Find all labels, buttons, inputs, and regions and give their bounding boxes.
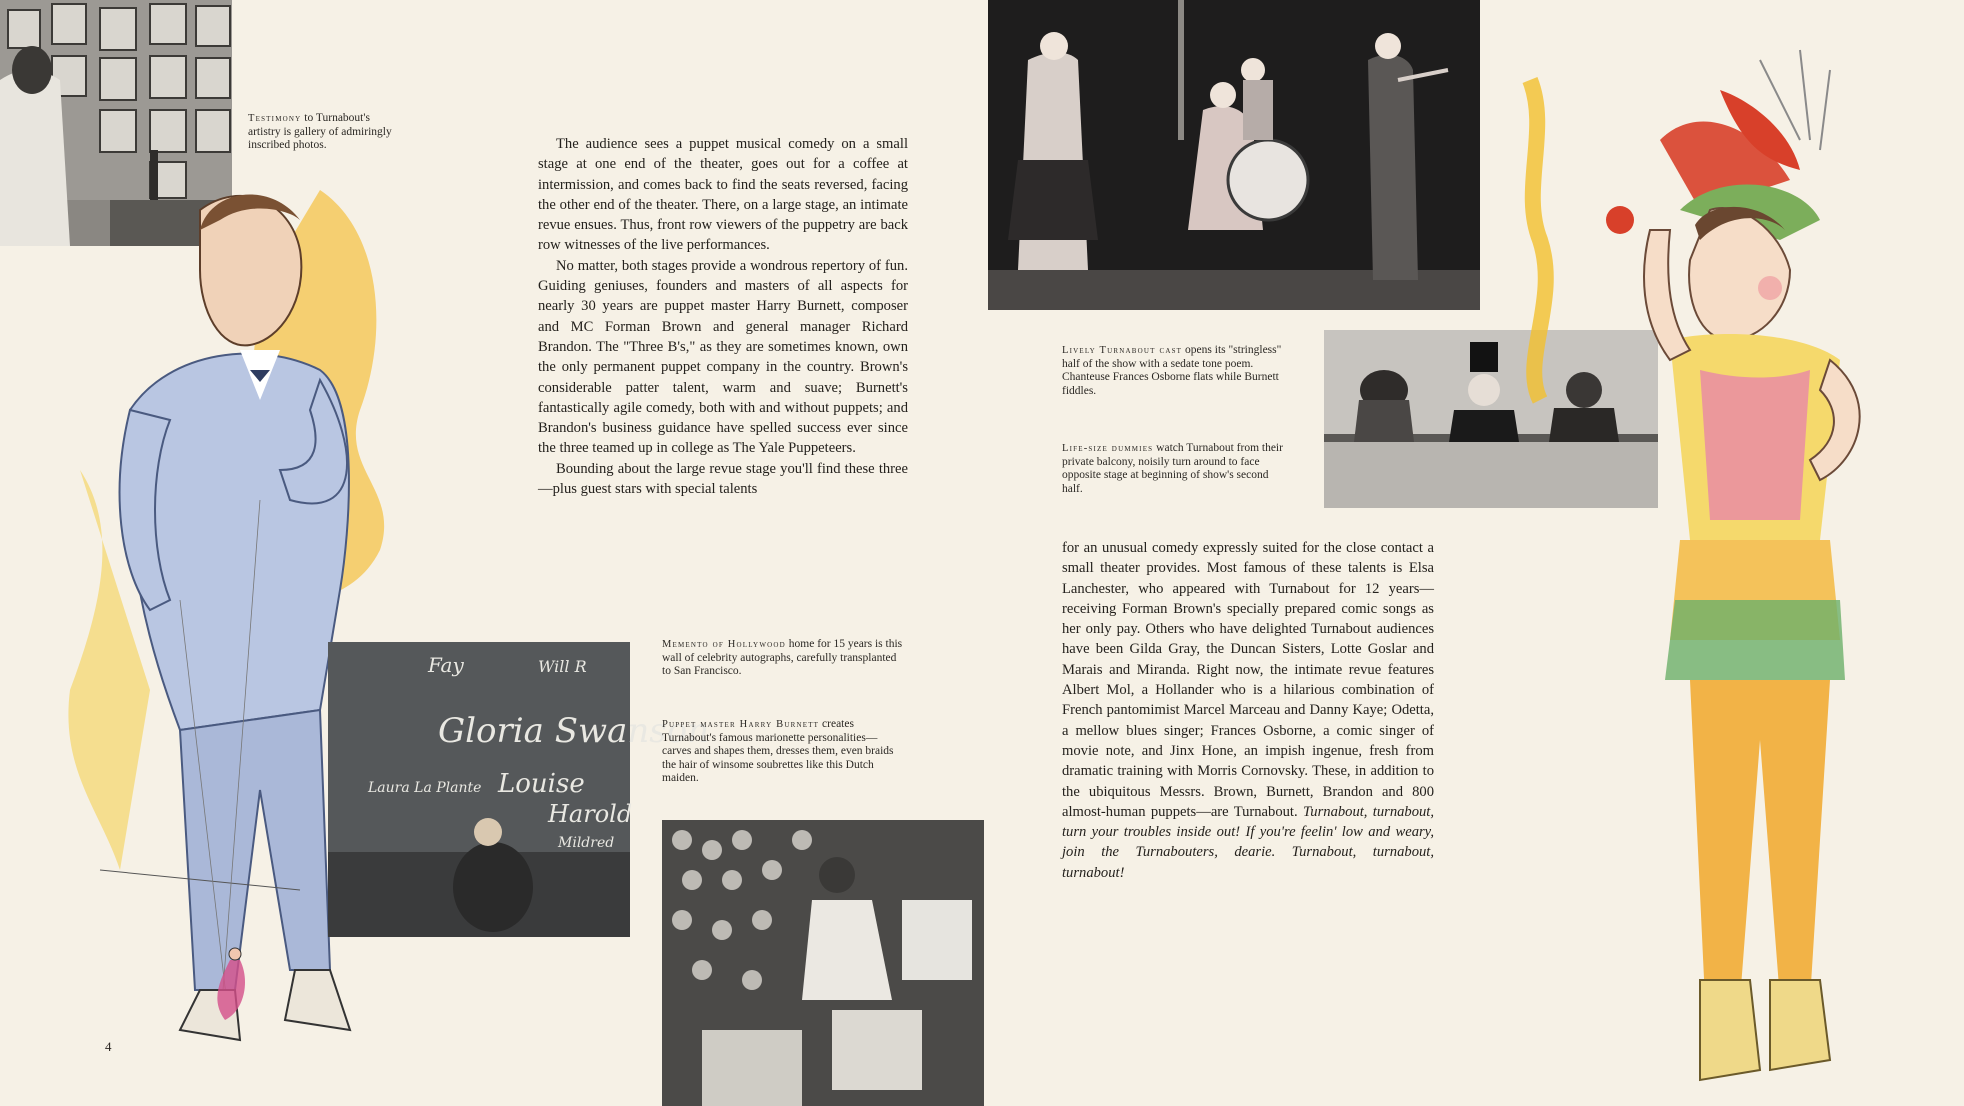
- caption-lead: Lively Turnabout cast: [1062, 345, 1183, 356]
- autograph-wall-photo: [328, 642, 710, 937]
- caption-memento: [662, 638, 906, 679]
- workshop-photo: [662, 820, 984, 1106]
- signature: Fay: [428, 653, 464, 677]
- caption-lead: Testimony: [248, 113, 302, 124]
- paragraph: Bounding about the large revue stage you'll find these three—plus guest stars with special talents: [538, 460, 908, 498]
- signature: Laura La Plante: [368, 780, 482, 796]
- signature: Mildred: [558, 835, 615, 851]
- stage-cast-photo: [988, 0, 1480, 310]
- caption-lead: Memento of Hollywood: [662, 639, 786, 650]
- caption-text: home for 15 years is this wall of celebrity autographs, carefully transplanted to San Francisco.: [662, 638, 903, 677]
- page-number: 4: [105, 1039, 112, 1054]
- caption-text: to Turnabout's artistry is gallery of admiringly inscribed photos.: [248, 112, 392, 151]
- signature: Louise: [498, 769, 585, 799]
- caption-lead: Life-size dummies: [1062, 443, 1154, 454]
- signature: Harold: [548, 800, 633, 828]
- signature: Gloria Swanson: [438, 711, 710, 751]
- caption-lead: Puppet master Harry Burnett: [662, 719, 820, 730]
- caption-testimony: [248, 112, 396, 153]
- signature: Will R: [538, 657, 587, 676]
- caption-text: opens its "stringless" half of the show with a sedate tone poem. Chanteuse Frances Osborne flats while Burnett fiddles.: [1062, 344, 1282, 397]
- article-column-1: [538, 134, 908, 499]
- caption-text: watch Turnabout from their private balcony, noisily turn around to face opposite stage at beginning of show's second half.: [1062, 442, 1283, 495]
- caption-dummies: [1062, 442, 1292, 496]
- puppeteer-illustration: [60, 170, 480, 1100]
- song-lyric: Turnabout, turnabout, turn your troubles inside out! If you're feelin' low and weary, join the Turnabouters, dearie. Turnabout, turnabout, turnabout!: [1062, 803, 1435, 881]
- paragraph: [1062, 538, 1434, 883]
- paragraph: No matter, both stages provide a wondrous repertory of fun. Guiding geniuses, founders and masters of all aspects for nearly 30 years are puppet master Harry Burnett, composer and MC Forman Brown and general manager Richard Brandon. The "Three B's," as they are sometimes known, own the only permanent puppet company in the country. Brown's considerable patter talent, warm and suave; Burnett's fantastically agile comedy, both with and without puppets; and Brandon's business guidance have spelled success ever since the three teamed up in college as The Yale Puppeteers.: [538, 257, 908, 457]
- article-column-2: [1062, 538, 1434, 883]
- caption-text: creates Turnabout's famous marionette personalities—carves and shapes them, dresses them, even braids the hair of winsome soubrettes like this Dutch maiden.: [662, 718, 894, 784]
- caption-puppet-master: [662, 718, 906, 786]
- caption-lively-cast: [1062, 344, 1288, 398]
- paragraph: The audience sees a puppet musical comedy on a small stage at one end of the theater, goes out for a coffee at intermission, and comes back to find the seats reversed, facing the other end of the theater. There, on a large stage, an intimate revue ensues. Thus, front row viewers of the puppetry are back row witnesses of the live performances.: [538, 136, 908, 254]
- paragraph-text: for an unusual comedy expressly suited for the close contact a small theater provides. Most famous of these talents is Elsa Lanchester, who appeared with Turnabout for 12 years—receiving Forman Brown's specially prepared comic songs as her only pay. Others who have delighted Turnabout audiences have been Gilda Gray, the Duncan Sisters, Lotte Goslar and Marais and Miranda. Right now, the intimate revue features Albert Mol, a Hollander who is a hilarious combination of French pantomimist Marcel Marceau and Danny Kaye; Odetta, a mellow blues singer; Frances Osborne, a comic singer of movie note, and Jinx Hone, an impish ingenue, fresh from dramatic training with Morris Cornovsky. These, in addition to the ubiquitous Messrs. Brown, Burnett, Brandon and 800 almost-human puppets—are Turnabout.: [1062, 540, 1434, 820]
- soubrette-illustration: [1500, 40, 1964, 1106]
